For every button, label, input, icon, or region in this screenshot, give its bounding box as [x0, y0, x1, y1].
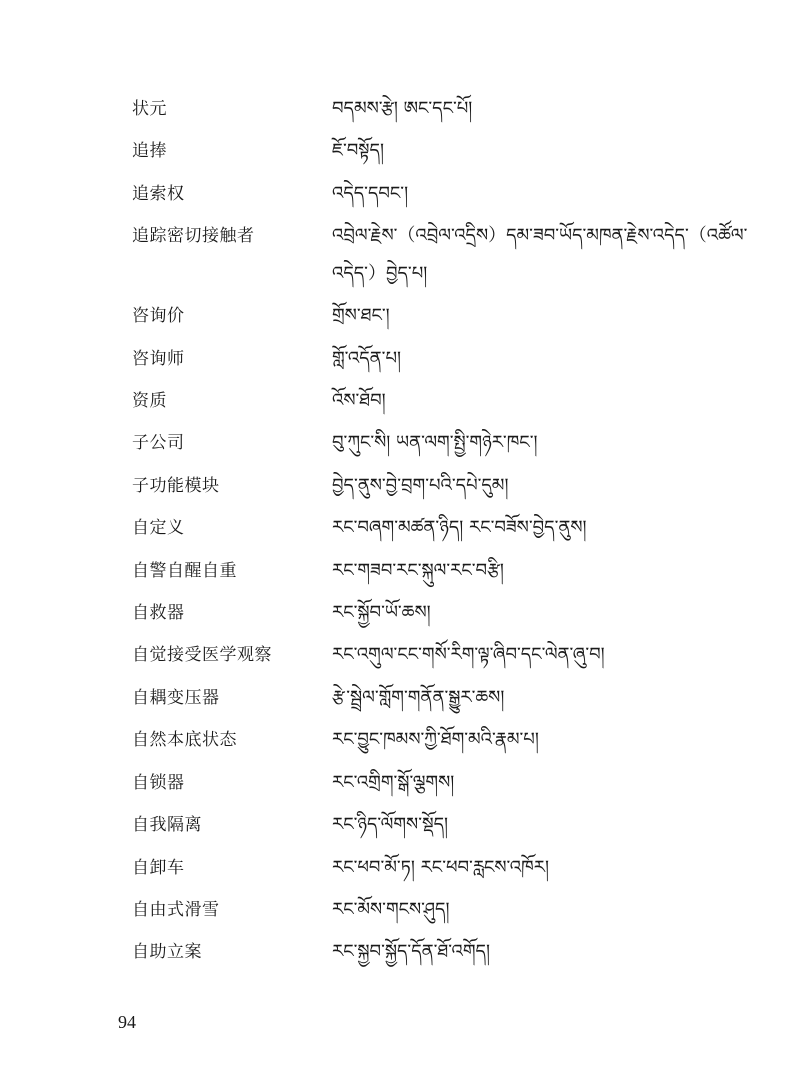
- tibetan-translation: རང་མོས་གངས་ཤུད།: [332, 898, 450, 920]
- tibetan-translation: གློ་འདོན་པ།: [332, 347, 401, 369]
- chinese-term: 追踪密切接触者: [132, 226, 255, 247]
- tibetan-translation: རང་འགུལ་ངང་གསོ་རིག་ལྟ་ཞིབ་དང་ལེན་ཞུ་བ།: [332, 644, 605, 666]
- tibetan-translation: རང་ཉིད་ལོགས་སྡོད།: [332, 814, 449, 836]
- chinese-term: 子功能模块: [132, 475, 220, 496]
- tibetan-translation: རང་བཞག་མཚན་ཉིད། རང་བཟོས་བྱེད་ནུས།: [332, 517, 587, 539]
- chinese-term: 资质: [132, 391, 167, 412]
- glossary-entry: [132, 422, 752, 464]
- glossary-list: [132, 88, 752, 974]
- glossary-entry: [132, 719, 752, 761]
- tibetan-translation: རང་འགྲིག་སྒོ་ལྕགས།: [332, 771, 455, 793]
- chinese-term: 自卸车: [132, 857, 185, 878]
- tibetan-translation: འོས་ཐོབ།: [332, 390, 386, 412]
- glossary-entry: [132, 889, 752, 931]
- chinese-term: 子公司: [132, 433, 185, 454]
- tibetan-translation: འདེད་དབང་།: [332, 182, 409, 204]
- tibetan-translation: བདམས་རྩེ། ཨང་དང་པོ།: [332, 98, 473, 119]
- chinese-term: 状元: [132, 99, 167, 119]
- tibetan-translation: བུ་ཀུང་སི། ཡན་ལག་སྤྱི་གཉེར་ཁང་།: [332, 432, 538, 454]
- chinese-term: 自觉接受医学观察: [132, 645, 272, 666]
- tibetan-translation: བྱེད་ནུས་བྱེ་བྲག་པའི་དཔེ་དུམ།: [332, 474, 509, 496]
- glossary-entry: [132, 804, 752, 846]
- chinese-term: 自由式滑雪: [132, 899, 220, 920]
- chinese-term: 咨询价: [132, 306, 185, 327]
- tibetan-translation: རང་སྐྱབ་སྐྱོད་དོན་ཐོ་འགོད།: [332, 941, 490, 963]
- chinese-term: 自警自醒自重: [132, 560, 237, 581]
- tibetan-translation: ཇོ་བསྟོད།: [332, 140, 384, 162]
- chinese-term: 自耦变压器: [132, 687, 220, 708]
- glossary-entry: [132, 173, 752, 215]
- glossary-entry: [132, 634, 752, 676]
- tibetan-translation: རང་ཕབ་མོ་ཏ། རང་ཕབ་རླངས་འཁོར།: [332, 856, 549, 878]
- tibetan-translation: རང་སྐྱོབ་ཡོ་ཆས།: [332, 602, 431, 624]
- glossary-entry: [132, 507, 752, 549]
- glossary-entry: [132, 677, 752, 719]
- tibetan-translation: འབྲེལ་རྗེས་（འབྲེལ་འདྲིས）དམ་ཟབ་ཡོད་མཁན་རྗེས་འདེད་（འཚོལ་འདེད་）བྱེད་པ།: [332, 225, 748, 285]
- glossary-entry: [132, 465, 752, 507]
- glossary-entry: [132, 338, 752, 380]
- chinese-term: 追捧: [132, 141, 167, 162]
- glossary-entry: [132, 550, 752, 592]
- glossary-entry: [132, 931, 752, 973]
- glossary-entry: [132, 847, 752, 889]
- tibetan-translation: གྲོས་ཐང་།: [332, 305, 390, 327]
- glossary-entry: [132, 88, 752, 130]
- chinese-term: 自定义: [132, 518, 185, 539]
- glossary-entry: [132, 380, 752, 422]
- chinese-term: 自然本底状态: [132, 730, 237, 751]
- tibetan-translation: རྩེ་སྦྲེལ་གློག་གནོན་སྒྱུར་ཆས།: [332, 686, 505, 708]
- chinese-term: 追索权: [132, 183, 185, 204]
- chinese-term: 自助立案: [132, 942, 202, 963]
- glossary-entry: [132, 295, 752, 337]
- tibetan-translation: རང་བྱུང་ཁམས་ཀྱི་ཐོག་མའི་རྣམ་པ།: [332, 729, 539, 751]
- tibetan-translation: རང་གཟབ་རང་སྐུལ་རང་བརྩི།: [332, 559, 504, 581]
- glossary-entry: [132, 762, 752, 804]
- chinese-term: 自我隔离: [132, 815, 202, 836]
- glossary-entry: [132, 130, 752, 172]
- glossary-entry: [132, 215, 752, 295]
- chinese-term: 自锁器: [132, 772, 185, 793]
- page-number: 94: [118, 1012, 136, 1032]
- chinese-term: 咨询师: [132, 348, 185, 369]
- chinese-term: 自救器: [132, 603, 185, 624]
- glossary-entry: [132, 592, 752, 634]
